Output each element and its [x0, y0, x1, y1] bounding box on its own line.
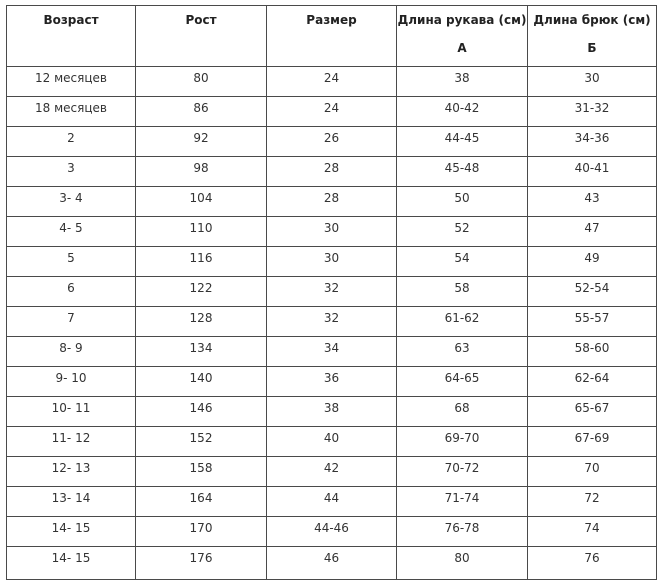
cell-size [267, 217, 397, 247]
cell-height [136, 307, 267, 337]
table-row [7, 487, 657, 517]
cell-size [267, 547, 397, 580]
cell-pants-length [528, 247, 657, 277]
cell-height [136, 487, 267, 517]
table-row [7, 157, 657, 187]
cell-pants-length [528, 517, 657, 547]
header-pants-label: Длина брюк (см) [533, 13, 651, 27]
table-row [7, 67, 657, 97]
cell-value: 30 [584, 71, 600, 85]
cell-value: 38 [454, 71, 470, 85]
cell-pants-length [528, 67, 657, 97]
cell-size [267, 307, 397, 337]
cell-sleeve-length [397, 277, 528, 307]
cell-value: 50 [454, 191, 470, 205]
table-row [7, 127, 657, 157]
cell-value: 28 [323, 191, 340, 205]
cell-size [267, 67, 397, 97]
cell-height [136, 127, 267, 157]
cell-pants-length [528, 127, 657, 157]
cell-age [7, 487, 136, 517]
cell-sleeve-length [397, 187, 528, 217]
cell-value: 3- 4 [59, 191, 83, 205]
cell-value: 3 [67, 161, 75, 175]
cell-size [267, 457, 397, 487]
table-row [7, 457, 657, 487]
cell-value: 152 [189, 431, 213, 445]
cell-height [136, 397, 267, 427]
cell-value: 32 [323, 311, 340, 325]
cell-value: 92 [193, 131, 209, 145]
table-row [7, 97, 657, 127]
cell-height [136, 157, 267, 187]
cell-pants-length [528, 187, 657, 217]
cell-value: 176 [189, 551, 213, 565]
cell-value: 40 [323, 431, 340, 445]
cell-size [267, 157, 397, 187]
cell-height [136, 97, 267, 127]
cell-age [7, 127, 136, 157]
cell-value: 52 [454, 221, 470, 235]
table-row [7, 247, 657, 277]
cell-size [267, 517, 397, 547]
cell-pants-length [528, 547, 657, 580]
cell-sleeve-length [397, 517, 528, 547]
cell-value: 5 [67, 251, 75, 265]
cell-value: 74 [584, 521, 600, 535]
cell-value: 12 месяцев [35, 71, 107, 85]
cell-sleeve-length [397, 67, 528, 97]
cell-value: 11- 12 [51, 431, 91, 445]
cell-sleeve-length [397, 307, 528, 337]
cell-value: 52-54 [574, 281, 610, 295]
cell-sleeve-length [397, 427, 528, 457]
cell-value: 32 [323, 281, 340, 295]
cell-value: 38 [323, 401, 340, 415]
cell-size [267, 97, 397, 127]
cell-age [7, 67, 136, 97]
header-size [267, 6, 397, 67]
cell-value: 122 [189, 281, 213, 295]
table-row [7, 307, 657, 337]
cell-value: 6 [67, 281, 75, 295]
cell-value: 61-62 [444, 311, 480, 325]
header-height-label: Рост [185, 13, 217, 27]
cell-sleeve-length [397, 397, 528, 427]
header-height [136, 6, 267, 67]
cell-value: 80 [454, 551, 470, 565]
cell-age [7, 277, 136, 307]
cell-value: 170 [189, 521, 213, 535]
cell-size [267, 337, 397, 367]
cell-size [267, 397, 397, 427]
cell-age [7, 307, 136, 337]
cell-value: 146 [189, 401, 213, 415]
cell-value: 62-64 [574, 371, 610, 385]
cell-value: 34-36 [574, 131, 610, 145]
table-row [7, 277, 657, 307]
header-pants-marker: Б [587, 41, 597, 55]
cell-size [267, 277, 397, 307]
cell-sleeve-length [397, 337, 528, 367]
table-row [7, 367, 657, 397]
cell-sleeve-length [397, 547, 528, 580]
cell-sleeve-length [397, 97, 528, 127]
header-sleeve-label: Длина рукава (см) [397, 13, 527, 27]
cell-age [7, 337, 136, 367]
cell-value: 104 [189, 191, 213, 205]
cell-height [136, 517, 267, 547]
header-age-label: Возраст [43, 13, 99, 27]
cell-value: 47 [584, 221, 600, 235]
cell-value: 63 [454, 341, 470, 355]
cell-pants-length [528, 487, 657, 517]
cell-value: 158 [189, 461, 213, 475]
cell-value: 12- 13 [51, 461, 91, 475]
cell-age [7, 157, 136, 187]
header-age [7, 6, 136, 67]
cell-value: 70-72 [444, 461, 480, 475]
cell-value: 44 [323, 491, 340, 505]
cell-value: 14- 15 [51, 521, 91, 535]
cell-value: 43 [584, 191, 600, 205]
cell-value: 76-78 [444, 521, 480, 535]
cell-value: 110 [189, 221, 213, 235]
table-row [7, 517, 657, 547]
cell-value: 68 [454, 401, 470, 415]
cell-age [7, 547, 136, 580]
cell-value: 116 [189, 251, 213, 265]
cell-value: 24 [323, 71, 340, 85]
cell-pants-length [528, 337, 657, 367]
cell-value: 28 [323, 161, 340, 175]
cell-value: 64-65 [444, 371, 480, 385]
cell-pants-length [528, 367, 657, 397]
cell-value: 18 месяцев [35, 101, 107, 115]
cell-value: 36 [323, 371, 340, 385]
cell-height [136, 217, 267, 247]
cell-sleeve-length [397, 127, 528, 157]
cell-size [267, 487, 397, 517]
cell-value: 9- 10 [55, 371, 87, 385]
cell-pants-length [528, 97, 657, 127]
cell-value: 65-67 [574, 401, 610, 415]
cell-height [136, 67, 267, 97]
cell-value: 7 [67, 311, 75, 325]
cell-sleeve-length [397, 247, 528, 277]
cell-age [7, 217, 136, 247]
cell-sleeve-length [397, 487, 528, 517]
header-row [7, 6, 657, 67]
table-row [7, 337, 657, 367]
cell-value: 76 [584, 551, 600, 565]
cell-value: 164 [189, 491, 213, 505]
cell-value: 31-32 [574, 101, 610, 115]
cell-sleeve-length [397, 367, 528, 397]
cell-height [136, 457, 267, 487]
cell-size [267, 427, 397, 457]
table-row [7, 547, 657, 580]
cell-value: 40-42 [444, 101, 480, 115]
cell-pants-length [528, 397, 657, 427]
cell-height [136, 337, 267, 367]
cell-age [7, 187, 136, 217]
cell-value: 55-57 [574, 311, 610, 325]
cell-value: 58 [454, 281, 470, 295]
cell-value: 71-74 [444, 491, 480, 505]
cell-pants-length [528, 457, 657, 487]
cell-value: 69-70 [444, 431, 480, 445]
cell-size [267, 367, 397, 397]
cell-value: 45-48 [444, 161, 480, 175]
header-sleeve-marker: А [457, 41, 467, 55]
cell-value: 42 [323, 461, 340, 475]
cell-value: 2 [67, 131, 75, 145]
cell-value: 67-69 [574, 431, 610, 445]
cell-age [7, 517, 136, 547]
cell-age [7, 367, 136, 397]
cell-value: 46 [323, 551, 340, 565]
cell-value: 14- 15 [51, 551, 91, 565]
table-row [7, 427, 657, 457]
cell-value: 8- 9 [59, 341, 83, 355]
cell-pants-length [528, 157, 657, 187]
cell-value: 10- 11 [51, 401, 91, 415]
cell-age [7, 247, 136, 277]
cell-value: 13- 14 [51, 491, 91, 505]
cell-pants-length [528, 217, 657, 247]
cell-value: 44-46 [314, 521, 349, 535]
cell-sleeve-length [397, 157, 528, 187]
header-pants-length [528, 6, 657, 67]
cell-pants-length [528, 307, 657, 337]
cell-age [7, 97, 136, 127]
cell-value: 40-41 [574, 161, 610, 175]
cell-height [136, 277, 267, 307]
cell-value: 70 [584, 461, 600, 475]
header-sleeve-length [397, 6, 528, 67]
cell-value: 72 [584, 491, 600, 505]
cell-value: 134 [189, 341, 213, 355]
cell-value: 44-45 [444, 131, 480, 145]
cell-value: 30 [323, 221, 340, 235]
cell-age [7, 457, 136, 487]
cell-value: 58-60 [574, 341, 610, 355]
cell-age [7, 397, 136, 427]
cell-value: 34 [323, 341, 340, 355]
table-row [7, 397, 657, 427]
cell-value: 86 [193, 101, 209, 115]
cell-value: 30 [323, 251, 340, 265]
cell-size [267, 127, 397, 157]
cell-height [136, 427, 267, 457]
cell-value: 98 [193, 161, 209, 175]
cell-sleeve-length [397, 217, 528, 247]
table-row [7, 187, 657, 217]
cell-value: 54 [454, 251, 470, 265]
cell-value: 24 [323, 101, 340, 115]
cell-age [7, 427, 136, 457]
cell-size [267, 247, 397, 277]
table-body [7, 67, 657, 580]
cell-value: 4- 5 [59, 221, 83, 235]
cell-height [136, 187, 267, 217]
size-chart-table [6, 5, 657, 580]
cell-height [136, 367, 267, 397]
cell-pants-length [528, 277, 657, 307]
cell-height [136, 247, 267, 277]
cell-value: 26 [323, 131, 340, 145]
cell-value: 128 [189, 311, 213, 325]
table-row [7, 217, 657, 247]
header-size-label: Размер [306, 13, 357, 27]
cell-size [267, 187, 397, 217]
cell-height [136, 547, 267, 580]
cell-value: 140 [189, 371, 213, 385]
cell-sleeve-length [397, 457, 528, 487]
cell-value: 49 [584, 251, 600, 265]
cell-value: 80 [193, 71, 209, 85]
cell-pants-length [528, 427, 657, 457]
